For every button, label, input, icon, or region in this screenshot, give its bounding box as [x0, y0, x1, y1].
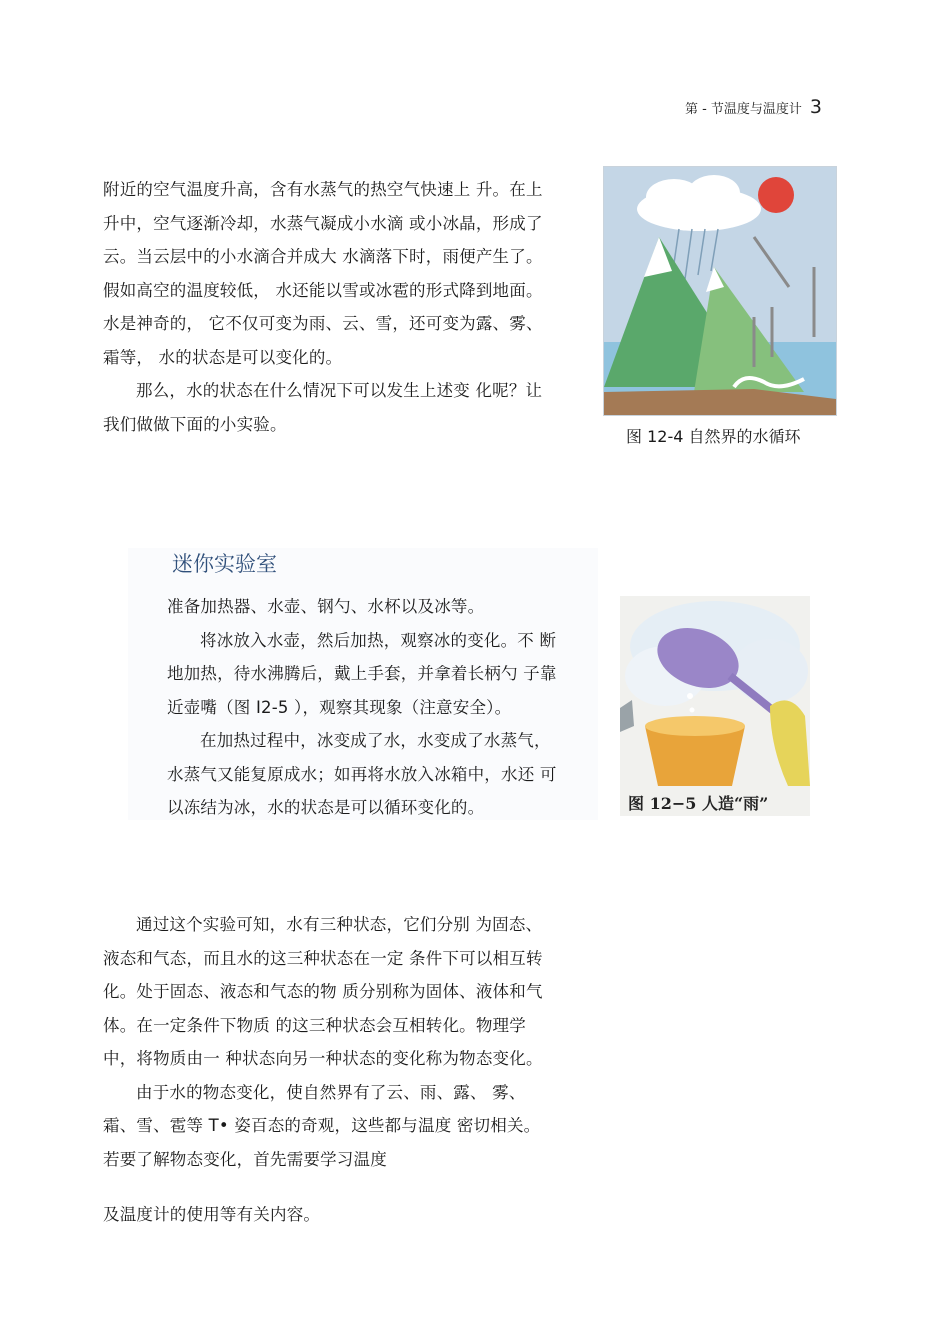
paragraph-line: 通过这个实验可知，水有三种状态，它们分别 为固态、	[136, 915, 543, 934]
paragraph-line: 附近的空气温度升高，含有水蒸气的热空气快速上 升。在上	[103, 180, 543, 199]
states-of-matter-text	[103, 908, 603, 1176]
figure-caption-artificial-rain: 图 12−5 人造“雨”	[628, 794, 769, 813]
mini-lab-text	[167, 590, 607, 825]
section-title: 第 - 节温度与温度计	[684, 102, 802, 117]
paragraph-line: 我们做做下面的小实验。	[103, 414, 287, 434]
artificial-rain-illustration	[620, 596, 810, 816]
paragraph-line: 在加热过程中，冰变成了水，水变成了水蒸气，	[200, 731, 551, 750]
paragraph-line: 霜、雪、雹等 T• 姿百态的奇观，这些都与温度 密切相关。	[103, 1116, 541, 1135]
paragraph-line: 水蒸气又能复原成水；如再将水放入冰箱中，水还 可	[167, 764, 557, 784]
paragraph-line: 霜等， 水的状态是可以变化的。	[103, 347, 343, 367]
paragraph-line: 将冰放入水壶，然后加热，观察冰的变化。不 断	[200, 630, 557, 650]
paragraph-line: 及温度计的使用等有关内容。	[103, 1205, 321, 1224]
figure-caption-water-cycle: 图 12-4 自然界的水循环	[626, 427, 801, 446]
paragraph-line: 中，将物质由一 种状态向另一种状态的变化称为物态变化。	[103, 1049, 543, 1068]
paragraph-line: 以冻结为冰，水的状态是可以循环变化的。	[167, 798, 485, 817]
paragraph-line: 地加热，待水沸腾后，戴上手套，并拿着长柄勺 子靠	[167, 664, 557, 683]
paragraph-line: 体。在一定条件下物质 的这三种状态会互相转化。物理学	[103, 1015, 526, 1035]
paragraph-line: 云。当云层中的小水滴合并成大 水滴落下时，雨便产生了。	[103, 247, 543, 266]
paragraph-line: 近壶嘴（图 I2-5 ），观察其现象（注意安全）。	[167, 697, 512, 717]
paragraph-line: 若要了解物态变化，首先需要学习温度	[103, 1149, 387, 1169]
paragraph-line: 假如高空的温度较低， 水还能以雪或冰雹的形式降到地面。	[103, 280, 543, 300]
page-number: 3	[809, 96, 822, 118]
paragraph-line: 液态和气态，而且水的这三种状态在一定 条件下可以相互转	[103, 948, 543, 968]
paragraph-line: 化。处于固态、液态和气态的物 质分别称为固体、液体和气	[103, 982, 543, 1001]
paragraph-line: 升中，空气逐渐冷却，水蒸气凝成小水滴 或小冰晶，形成了	[103, 213, 543, 233]
paragraph-line: 准备加热器、水壶、钢勺、水杯以及冰等。	[167, 597, 485, 616]
page-header	[685, 96, 822, 118]
paragraph-line: 水是神奇的， 它不仅可变为雨、云、雪，还可变为露、雾、	[103, 314, 543, 333]
paragraph-line: 那么，水的状态在什么情况下可以发生上述变 化呢？让	[136, 381, 543, 400]
closing-text	[103, 1198, 320, 1232]
mini-lab-title: 迷你实验室	[172, 552, 277, 576]
water-cycle-illustration	[603, 166, 837, 416]
paragraph-line: 由于水的物态变化，使自然界有了云、雨、露、 雾、	[136, 1082, 526, 1102]
water-cycle-text	[103, 173, 583, 441]
